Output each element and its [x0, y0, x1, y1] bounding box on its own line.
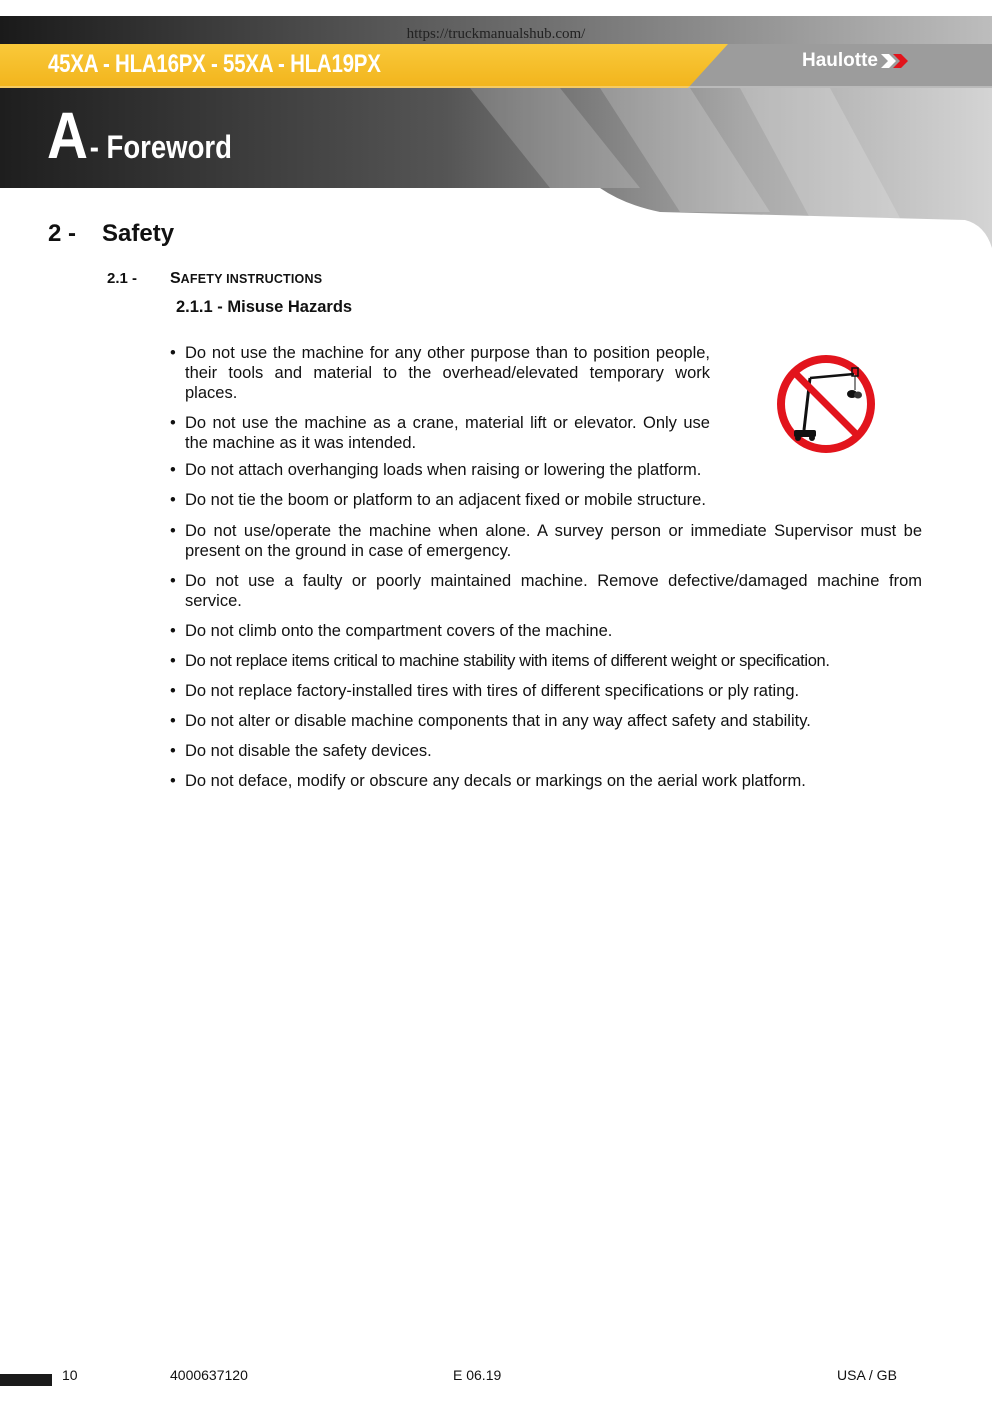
subsection-title-initial: S	[170, 270, 181, 287]
chapter-title	[47, 100, 232, 170]
subsubsection-heading: 2.1.1 - Misuse Hazards	[176, 298, 353, 316]
list-item: • Do not climb onto the compartment covers of the machine.	[170, 622, 613, 640]
chapter-letter: A	[47, 98, 88, 172]
page-number: 10	[62, 1367, 78, 1383]
section-heading	[48, 220, 174, 248]
subsection-number: 2.1 -	[107, 270, 138, 287]
section-title: Safety	[102, 220, 175, 247]
chapter-name: - Foreword	[89, 129, 232, 165]
list-item: • Do not tie the boom or platform to an adjacent fixed or mobile structure.	[170, 491, 706, 509]
list-item: • Do not replace factory-installed tires with tires of different specifications or ply rating.	[170, 682, 800, 700]
list-item: • Do not use the machine for any other purpose than to position people, their tools and material to the overhead/elevated temporary work places.	[170, 344, 710, 402]
brand-name: Haulotte	[802, 50, 878, 71]
section-number: 2 -	[48, 220, 77, 247]
footer-bar	[0, 1374, 52, 1386]
document-number: 4000637120	[170, 1367, 248, 1383]
list-item: • Do not deface, modify or obscure any decals or markings on the aerial work platform.	[170, 772, 806, 790]
list-item: • Do not use/operate the machine when alone. A survey person or immediate Supervisor must be present on the ground in case of emergency.	[170, 522, 922, 560]
list-item: • Do not attach overhanging loads when raising or lowering the platform.	[170, 461, 702, 479]
list-item: • Do not alter or disable machine components that in any way affect safety and stability.	[170, 712, 811, 730]
edition: E 06.19	[453, 1367, 502, 1383]
list-item: • Do not use the machine as a crane, material lift or elevator. Only use the machine as it was intended.	[170, 414, 710, 452]
region: USA / GB	[837, 1367, 897, 1383]
list-item: • Do not replace items critical to machine stability with items of different weight or specification.	[170, 652, 830, 670]
source-url[interactable]: https://truckmanualshub.com/	[406, 26, 586, 42]
no-crane-lifting-icon	[776, 354, 876, 454]
brand-logo	[802, 50, 911, 72]
subsection-heading	[107, 270, 322, 288]
subsection-title-rest: AFETY INSTRUCTIONS	[180, 272, 323, 286]
brand-chevrons-icon	[881, 52, 911, 70]
list-item: • Do not disable the safety devices.	[170, 742, 432, 760]
model-title: 45XA - HLA16PX - 55XA - HLA19PX	[48, 50, 381, 78]
list-item: • Do not use a faulty or poorly maintained machine. Remove defective/damaged machine from service.	[170, 572, 922, 610]
